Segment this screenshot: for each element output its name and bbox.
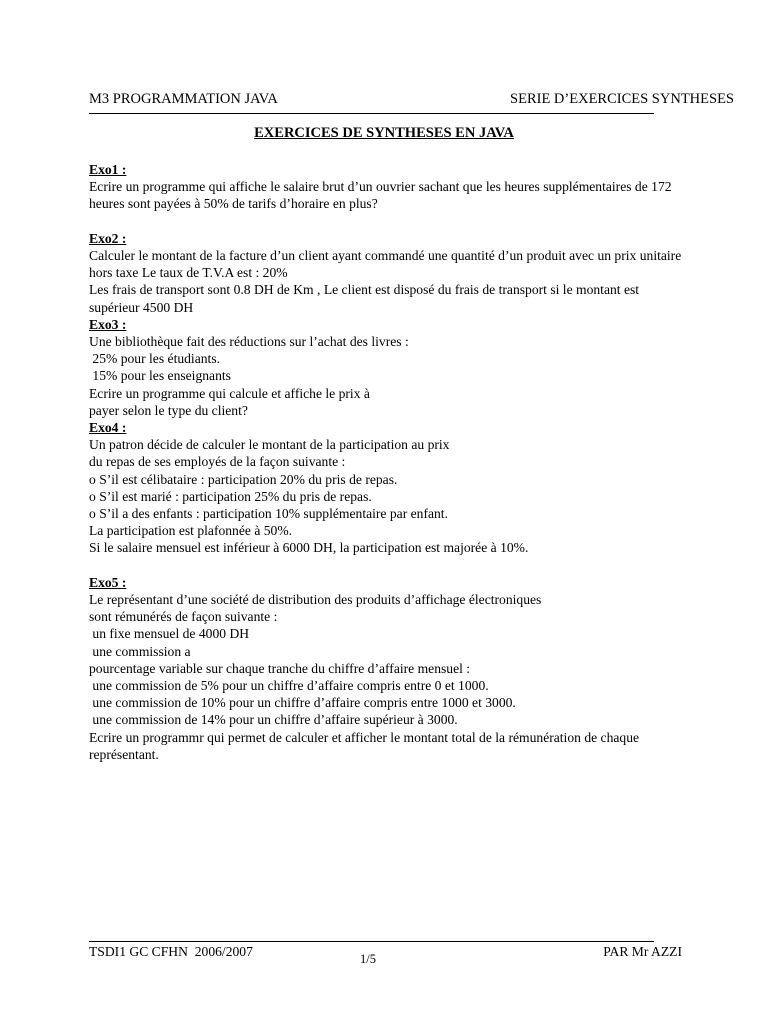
page-number: 1/5 bbox=[360, 952, 376, 966]
exercise-line: sont rémunérés de façon suivante : bbox=[89, 609, 278, 625]
exercise-line: o S’il est célibataire : participation 20% du pris de repas. bbox=[89, 471, 398, 487]
header-divider bbox=[89, 113, 654, 114]
exercise-line: une commission a bbox=[89, 643, 191, 659]
exercise-line: une commission de 14% pour un chiffre d’affaire supérieur à 3000. bbox=[89, 712, 458, 728]
exercise-line: un fixe mensuel de 4000 DH bbox=[89, 626, 250, 642]
exercise-line: o S’il a des enfants : participation 10% supplémentaire par enfant. bbox=[89, 506, 448, 522]
exercise-title: Exo3 : bbox=[89, 316, 127, 332]
exercise-title: Exo5 : bbox=[89, 574, 127, 590]
exercise-line: o S’il est marié : participation 25% du pris de repas. bbox=[89, 488, 372, 504]
exercise-line: 15% pour les enseignants bbox=[89, 368, 231, 384]
exercise-line: représentant. bbox=[89, 746, 159, 762]
exercise-1 bbox=[89, 161, 749, 213]
spacer bbox=[89, 213, 749, 230]
exercise-line: Si le salaire mensuel est inférieur à 6000 DH, la participation est majorée à 10%. bbox=[89, 540, 529, 556]
exercise-2 bbox=[89, 230, 749, 316]
exercise-line: Les frais de transport sont 0.8 DH de Km , Le client est disposé du frais de transport si le montant est bbox=[89, 282, 640, 298]
exercise-line: La participation est plafonnée à 50%. bbox=[89, 523, 293, 539]
exercise-line: 25% pour les étudiants. bbox=[89, 351, 221, 367]
exercise-line: supérieur 4500 DH bbox=[89, 299, 194, 315]
footer-author: PAR Mr AZZI bbox=[603, 944, 682, 959]
header-course-title: M3 PROGRAMMATION JAVA bbox=[89, 91, 278, 107]
exercise-title: Exo4 : bbox=[89, 420, 127, 436]
exercise-title: Exo1 : bbox=[89, 162, 127, 177]
exercise-title: Exo2 : bbox=[89, 230, 127, 246]
exercise-line: payer selon le type du client? bbox=[89, 402, 248, 418]
footer-class-year: TSDI1 GC CFHN 2006/2007 bbox=[89, 944, 253, 959]
exercise-line: Ecrire un programme qui affiche le salaire brut d’un ouvrier sachant que les heures supplémentaires de 172 bbox=[89, 179, 672, 195]
exercises-body bbox=[89, 161, 749, 763]
page-title: EXERCICES DE SYNTHESES EN JAVA bbox=[254, 125, 514, 141]
exercise-line: une commission de 10% pour un chiffre d’affaire compris entre 1000 et 3000. bbox=[89, 695, 516, 711]
header-series-title: SERIE D’EXERCICES SYNTHESES bbox=[510, 91, 734, 107]
exercise-line: une commission de 5% pour un chiffre d’affaire compris entre 0 et 1000. bbox=[89, 678, 489, 694]
exercise-line: hors taxe Le taux de T.V.A est : 20% bbox=[89, 265, 288, 281]
spacer bbox=[89, 557, 749, 574]
exercise-line: Un patron décide de calculer le montant de la participation au prix bbox=[89, 437, 450, 453]
exercise-line: du repas de ses employés de la façon suivante : bbox=[89, 454, 346, 470]
exercise-5 bbox=[89, 574, 749, 763]
exercise-3 bbox=[89, 316, 749, 419]
exercise-line: Une bibliothèque fait des réductions sur l’achat des livres : bbox=[89, 334, 409, 350]
exercise-line: Ecrire un programme qui calcule et affiche le prix à bbox=[89, 385, 370, 401]
exercise-line: pourcentage variable sur chaque tranche du chiffre d’affaire mensuel : bbox=[89, 660, 471, 676]
exercise-line: Le représentant d’une société de distribution des produits d’affichage électroniques bbox=[89, 592, 542, 608]
exercise-line: Ecrire un programmr qui permet de calculer et afficher le montant total de la rémunération de chaque bbox=[89, 729, 640, 745]
exercise-line: heures sont payées à 50% de tarifs d’horaire en plus? bbox=[89, 196, 378, 212]
exercise-4 bbox=[89, 419, 749, 557]
footer-divider bbox=[89, 941, 654, 942]
exercise-line: Calculer le montant de la facture d’un client ayant commandé une quantité d’un produit avec un prix unitaire bbox=[89, 248, 682, 263]
